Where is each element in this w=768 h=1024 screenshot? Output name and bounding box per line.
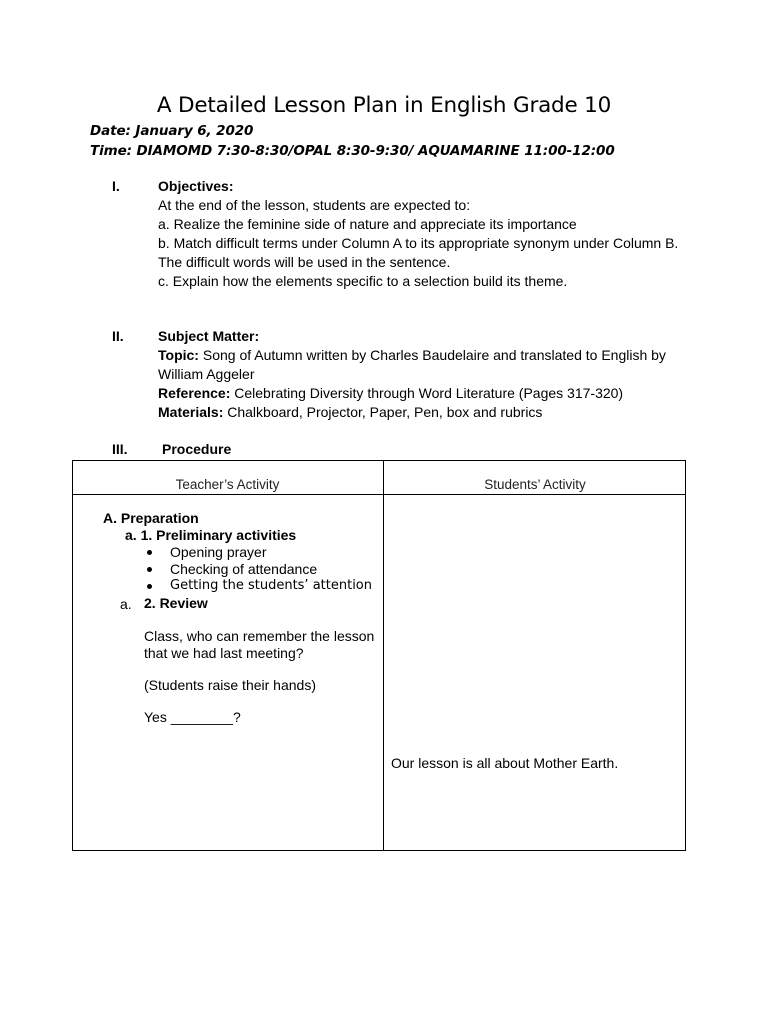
teacher-prompt: Yes ________? — [144, 709, 241, 725]
topic-text: Song of Autumn written by Charles Baudelaire and translated to English by — [198, 347, 666, 363]
teacher-activity-header: Teacher’s Activity — [175, 477, 280, 492]
topic-text-continued: William Aggeler — [158, 366, 255, 382]
review-marker: a. — [120, 596, 132, 612]
student-answer: Our lesson is all about Mother Earth. — [391, 755, 619, 771]
preparation-heading: A. Preparation — [103, 510, 199, 526]
bullet-icon — [147, 567, 152, 572]
objective-item: b. Match difficult terms under Column A to its appropriate synonym under Column B. — [158, 235, 679, 251]
objective-item: The difficult words will be used in the sentence. — [158, 254, 451, 270]
topic-line — [158, 346, 666, 365]
subject-numeral: II. — [112, 328, 124, 344]
activity-item: Getting the students’ attention — [170, 578, 373, 593]
table-header-divider — [72, 494, 686, 495]
objectives-heading: Objectives: — [158, 178, 234, 194]
teacher-note: (Students raise their hands) — [144, 677, 316, 693]
table-column-divider — [383, 460, 384, 851]
reference-text: Celebrating Diversity through Word Literature (Pages 317-320) — [230, 385, 624, 401]
reference-line — [158, 384, 666, 403]
reference-label: Reference: — [158, 385, 231, 401]
teacher-question-line-1: Class, who can remember the lesson — [144, 628, 375, 644]
procedure-numeral: III. — [112, 441, 128, 457]
date-line: Date: January 6, 2020 — [90, 123, 254, 139]
procedure-heading: Procedure — [162, 441, 232, 457]
materials-text: Chalkboard, Projector, Paper, Pen, box and rubrics — [223, 404, 543, 420]
activity-item: Opening prayer — [170, 544, 267, 560]
activity-item: Checking of attendance — [170, 561, 318, 577]
document-title: A Detailed Lesson Plan in English Grade 10 — [156, 93, 612, 118]
topic-label: Topic: — [158, 347, 199, 363]
students-activity-header: Students’ Activity — [484, 477, 586, 492]
materials-line — [158, 403, 666, 422]
subject-matter-section — [158, 327, 666, 422]
time-line: Time: DIAMOMD 7:30-8:30/OPAL 8:30-9:30/ AQUAMARINE 11:00-12:00 — [90, 143, 615, 159]
objectives-section — [158, 177, 678, 291]
subject-heading: Subject Matter: — [158, 328, 260, 344]
preliminary-activities-heading: a. 1. Preliminary activities — [125, 527, 297, 543]
objective-item: a. Realize the feminine side of nature and appreciate its importance — [158, 216, 577, 232]
objectives-intro: At the end of the lesson, students are expected to: — [158, 197, 471, 213]
bullet-icon — [147, 584, 152, 589]
review-heading: 2. Review — [144, 595, 208, 611]
objective-item: c. Explain how the elements specific to a selection build its theme. — [158, 273, 568, 289]
materials-label: Materials: — [158, 404, 224, 420]
bullet-icon — [147, 550, 152, 555]
objectives-numeral: I. — [112, 178, 120, 194]
teacher-question-line-2: that we had last meeting? — [144, 645, 304, 661]
